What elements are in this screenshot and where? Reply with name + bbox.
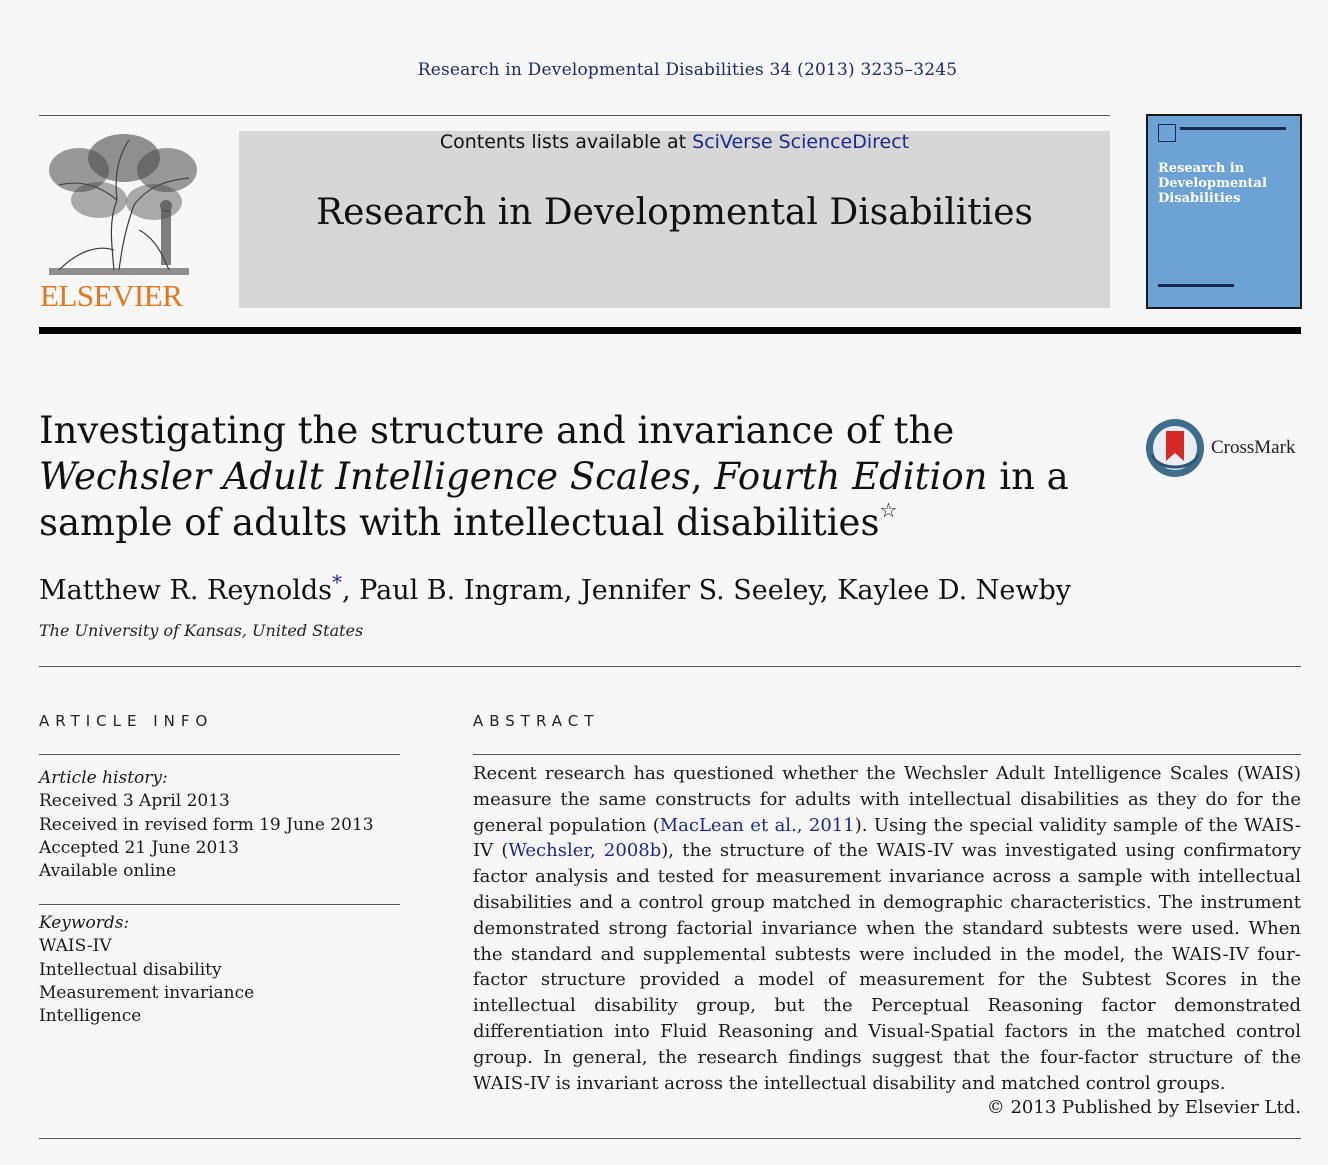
keywords: [39, 912, 254, 1028]
history-item: Received in revised form 19 June 2013: [39, 814, 374, 835]
author-names: , Paul B. Ingram, Jennifer S. Seeley, Kaylee D. Newby: [341, 575, 1071, 606]
cover-bar: [1158, 284, 1234, 287]
author-name: Matthew R. Reynolds: [39, 575, 332, 606]
journal-name: Research in Developmental Disabilities: [315, 192, 1033, 233]
article-history: [39, 767, 374, 883]
journal-cover: [1146, 114, 1302, 309]
journal-citation: Research in Developmental Disabilities 34 (2013) 3235–3245: [417, 60, 958, 80]
history-item: Accepted 21 June 2013: [39, 837, 239, 858]
article-info-heading: ARTICLE INFO: [39, 712, 214, 730]
history-item: Available online: [39, 861, 177, 882]
keyword-item: Measurement invariance: [39, 982, 255, 1003]
author-list: [39, 570, 1071, 606]
contents-prefix: Contents lists available at: [439, 131, 693, 153]
cover-logo-icon: [1158, 124, 1176, 142]
title-text: in a sample of adults with intellectual disabilities: [39, 455, 1069, 544]
abstract-heading: ABSTRACT: [473, 712, 600, 730]
history-label: Article history:: [39, 768, 168, 788]
abstract-text: Recent research has questioned whether the Wechsler Adult Intelligence Scales (WAIS) measure the same constructs for adults with intellectual disabilities as they do for the general population (: [473, 763, 1301, 836]
keywords-label: Keywords:: [39, 913, 130, 933]
keyword-item: Intellectual disability: [39, 959, 222, 980]
footer-rule: [39, 1138, 1301, 1139]
crossmark-label[interactable]: CrossMark: [1211, 437, 1296, 458]
reference-link[interactable]: MacLean et al., 2011: [659, 814, 855, 836]
abstract-rule: [473, 754, 1301, 755]
title-italic: Fourth Edition: [714, 455, 988, 498]
title-footnote-mark[interactable]: ☆: [879, 498, 898, 522]
abstract-body: [473, 761, 1301, 1096]
article-info-rule: [39, 754, 400, 755]
title-text: Investigating the structure and invariance of the: [39, 409, 955, 452]
section-rule: [39, 666, 1301, 667]
keyword-item: Intelligence: [39, 1006, 142, 1027]
article-title: [39, 408, 1119, 546]
header-rule: [39, 115, 1110, 116]
corresponding-author-mark[interactable]: *: [331, 570, 342, 594]
keyword-item: WAIS-IV: [39, 936, 112, 957]
reference-link[interactable]: Wechsler, 2008b: [508, 840, 662, 862]
history-item: Received 3 April 2013: [39, 791, 230, 812]
abstract-text: ). Using the special validity sample of the WAIS-IV (: [473, 814, 1301, 862]
cover-title: Research in Developmental Disabilities: [1158, 161, 1267, 206]
cover-bar: [1180, 127, 1286, 130]
sciencedirect-link[interactable]: SciVerse ScienceDirect: [692, 131, 910, 153]
affiliation: The University of Kansas, United States: [39, 621, 364, 640]
elsevier-wordmark: ELSEVIER: [40, 278, 183, 313]
title-text: ,: [690, 455, 715, 498]
header-thick-rule: [39, 327, 1301, 334]
copyright: © 2013 Published by Elsevier Ltd.: [986, 1097, 1301, 1118]
crossmark-icon[interactable]: [1144, 417, 1206, 479]
abstract-text: ), the structure of the WAIS-IV was investigated using confirmatory factor analysis and tested for measurement invariance across a sample with intellectual disabilities and a control group matched in demographic characteristics. The instrument demonstrated strong factorial invariance when the standard subtests were used. When the standard and supplemental subtests were included in the model, the WAIS-IV four-factor structure provided a model of measurement for the Subtest Scores in the intellectual disability group, but the Perceptual Reasoning factor demonstrated differentiation into Fluid Reasoning and Visual-Spatial factors in the matched control group. In general, the research findings suggest that the four-factor structure of the WAIS-IV is invariant across the intellectual disability and matched control groups.: [473, 840, 1301, 1094]
contents-line: [239, 131, 1110, 153]
keywords-rule: [39, 904, 400, 905]
title-italic: Wechsler Adult Intelligence Scales: [39, 455, 691, 498]
